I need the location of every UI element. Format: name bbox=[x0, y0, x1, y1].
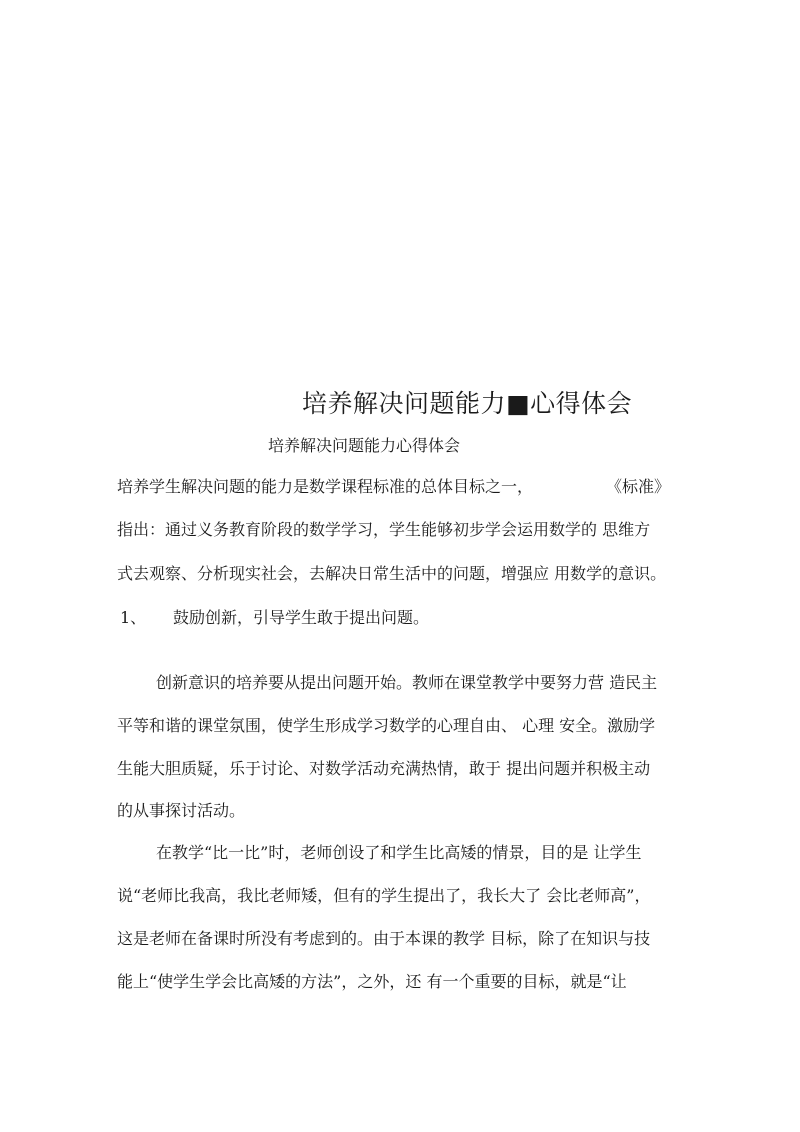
paragraph-2-line-2: 说“老师比我高，我比老师矮，但有的学生提出了，我长大了 会比老师高”， bbox=[117, 886, 651, 905]
paragraph-2-line-3: 这是老师在备课时所没有考虑到的。由于本课的教学 目标，除了在知识与技 bbox=[117, 929, 651, 948]
paragraph-2-line-4: 能上“使学生学会比高矮的方法”，之外，还 有一个重要的目标，就是“让 bbox=[117, 972, 627, 991]
section-heading: 鼓励创新，引导学生敢于提出问题。 bbox=[173, 608, 430, 627]
paragraph-1-line-1: 创新意识的培养要从提出问题开始。教师在课堂教学中要努力营 造民主 bbox=[156, 673, 658, 692]
intro-standard-reference: 《标准》 bbox=[606, 477, 671, 496]
intro-line-3: 式去观察、分析现实社会，去解决日常生活中的问题，增强应 用数学的意识。 bbox=[117, 564, 667, 583]
intro-line-1: 培养学生解决问题的能力是数学课程标准的总体目标之一， bbox=[117, 477, 534, 496]
paragraph-1-line-4: 的从事探讨活动。 bbox=[117, 801, 246, 820]
paragraph-1-line-2: 平等和谐的课堂氛围，使学生形成学习数学的心理自由、 心理 安全。激励学 bbox=[117, 716, 656, 735]
document-subtitle: 培养解决问题能力心得体会 bbox=[268, 436, 461, 455]
section-number: 1、 bbox=[120, 608, 147, 627]
paragraph-1-line-3: 生能大胆质疑，乐于讨论、对数学活动充满热情，敢于 提出问题并积极主动 bbox=[117, 759, 651, 778]
intro-line-2: 指出：通过义务教育阶段的数学学习，学生能够初步学会运用数学的 思维方 bbox=[117, 520, 651, 539]
paragraph-2-line-1: 在教学“比一比”时，老师创设了和学生比高矮的情景，目的是 让学生 bbox=[156, 843, 642, 862]
document-title: 培养解决问题能力■心得体会 bbox=[302, 389, 633, 418]
